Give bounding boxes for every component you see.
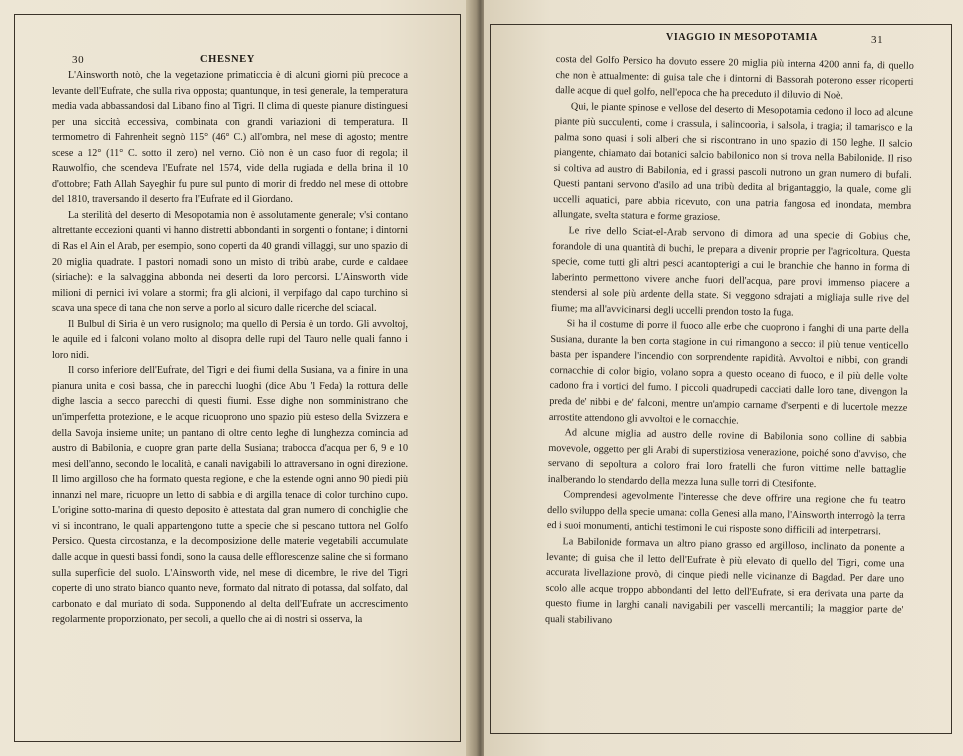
body-text [52, 68, 408, 628]
paragraph: Si ha il costume di porre il fuoco alle erbe che cuoprono i fanghi di una parte della Susiana, durante la ben corta stagione in cui rimangono a secco: il più tenue venticello basta per ispandere l'incendio con sorprendente rapidità. Avvoltoi e nibbi, con grandi cornacchie di color bigio, volano sopra a questo oceano di fuoco, e il più delle volte cadono fra i vortici del fumo. I piccoli quadrupedi cacciati dalle loro tane, divengon la preda de' nibbi e de' falconi, mentre un'ampio carname d'serpenti e di lucertole mezze arrostite attendono gli avvoltoi e le cornacchie. [548, 318, 909, 427]
right-page [484, 0, 963, 756]
paragraph: Comprendesi agevolmente l'interesse che deve offrire una regione che fu teatro dello sviluppo della specie umana: colla Genesi alla mano, l'Ainsworth interrogò la terra ed i suoi monumenti, antichi testimoni le cui risposte sono difficili ad interpetrarsi. [546, 489, 906, 538]
page-number: 30 [72, 54, 85, 66]
running-head: CHESNEY [200, 54, 255, 65]
paragraph: costa del Golfo Persico ha dovuto essere 20 miglia più interna 4200 anni fa, di quello che non è attualmente: di guisa tale che i dintorni di Bassorah poterono esser ricoperti dalle acque di quel golfo, nell'epoca che ha preceduto il diluvio di Noè. [555, 53, 914, 102]
page-number: 31 [871, 34, 884, 46]
paragraph: L'Ainsworth notò, che la vegetazione primaticcia è di alcuni giorni più precoce a levante dell'Eufrate, che sulla riva opposta; quantunque, in tesi generale, la temperatura media vada abbassandosi dal Libano fino al Tigri. Il clima di queste pianure distinguesi per una siccità eccessiva, combinata con grandi variazioni di temperatura. Il termometro di Fahrenheit segnò 115° (46° C.) all'ombra, nel mese di agosto; mentre scese a 12° (11° C. sotto il zero) nel verno. Ciò non è un caso fuor di regola; il Rauwolfio, che scendeva l'Eufrate nel 1574, vide della rugiada e della brina il 10 d'ottobre; Fath Allah Sayeghir fu pure sul punto di morir di freddo nel mese di ottobre del 1810, traversando il deserto fra l'Eufrate ed il Giordano. [52, 70, 408, 206]
left-page [0, 0, 474, 756]
running-head: VIAGGIO IN MESOPOTAMIA [666, 32, 818, 43]
paragraph: La sterilità del deserto di Mesopotamia non è assolutamente generale; v'si contano altrettante eccezioni quanti vi hanno distretti abbondanti in sorgenti o fontane; i dintorni di Ras el Ain el Arab, per esempio, sono coperti da 40 grandi villaggi, sur uno spazio di 20 miglia quadrate. I pastori nomadi sono un misto di tribù arabe, curde e caldaee (siriache): e la salvaggina abbonda nei deserti da loro percorsi. L'Ainsworth vide milioni di pernici ivi volare a stormi; fra gli alcioni, il verpifago dal capo turchino si scava una spece di tana che non serve a porlo al sicuro dalle ricerche del sciacal. [52, 209, 408, 315]
paragraph: Ad alcune miglia ad austro delle rovine di Babilonia sono colline di sabbia movevole, oggetto per gli Arabi di superstiziosa venerazione, poiché sono d'avviso, che servano di sepoltura a coloro frai loro fratelli che furon vittime nelle battaglie inalberando lo stendardo della mezza luna sulle torri di Ctesifonte. [547, 427, 907, 490]
paragraph: Il corso inferiore dell'Eufrate, del Tigri e dei fiumi della Susiana, va a finire in una pianura unita e così bassa, che in parecchi luoghi (dice Abu 'l Feda) la rottura delle dighe lascia a secco parecchi di questi fiumi. Esse dighe non somministrano che un'imperfetta protezione, e le acque ricuoprono uno spazio più esteso della Svizzera e della Savoja insieme unite; un pantano di oltre cento leghe di lunghezza comincia ad austro di Babilonia, e cuopre gran parte della Susiana; trabocca d'acqua per 6, 9 e 10 mesi dell'anno, secondo le località, e canali navigabili lo attraversano in ogni direzione. Il limo argilloso che ha formato questa regione, e che la estende ogni anno 90 piedi più innanzi nel mare, ricuopre un letto di sabbia e di argilla tenace di color turchino cupo. L'origine sotto-marina di questo deposito è attestata dal gran numero di conchiglie che vi si incontrano, le quali appartengono tutte a specie che si pescano tuttora nel Golfo Persico. Questa circostanza, e la decomposizione delle materie vegetabili accumulate dalle acque in questi bassi fondi, sono la causa delle efflorescenze saline che si formano sulla superficie del suolo. L'Ainsworth vide, nel mese di dicembre, le rive del Tigri coperte di uno strato bianco quanto neve, formato dal nitrato di potassa, dal solfato, dal carbonato e dal muriato di soda. Supponendo al delta dell'Eufrate un accrescimento regolarmente proporzionato, per secoli, a quello che ai dì nostri si osserva, la [52, 365, 408, 626]
body-text [545, 52, 914, 634]
paragraph: Qui, le piante spinose e vellose del deserto di Mesopotamia cedono il loco ad alcune piante più succulenti, come i crassula, i salincoorìa, i salsola, i tragia; il tamarisco e la palma sono quasi i soli alberi che si riscontrano in uno spazio di 150 leghe. Il salcio piangente, chiamato dai botanici salcio babilonico non si trova nella Babilonide. Il riso si coltiva ad austro di Babilonia, ed i grassi pascoli nutrono un gran numero di bufali. Questi pantani servono d'asilo ad una tribù dedita al brigantaggio, la quale, come gli uccelli aquatici, pare abbia ricevuto, con una patria fangosa ed inondata, membra allungate, svelta statura e forme graziose. [552, 100, 914, 224]
paragraph: Le rive dello Sciat-el-Arab servono di dimora ad una specie di Gobius che, forandole di una quantità di buchi, le prepara a divenir proprie per l'agricoltura. Questa specie, come tutti gli altri pesci acantopterigi a cui le branchie che hanno in forma di laberinto permettono vivere anche fuori dell'acqua, pare provi immenso piacere a stendersi al sole più ardente della state. Si veggono sdrajati a migliaja sulle rive del fiume; ma all'avvicinarsi degli uccelli prendon tosto la fuga. [550, 225, 911, 319]
paragraph: La Babilonide formava un altro piano grasso ed argilloso, inclinato da ponente a levante; di guisa che il letto dell'Eufrate è più elevato di quello del Tigri, come una accurata livellazione provò, di cinque piedi nelle vicinanze di Bagdad. Per dare uno scolo alle acque troppo abbondanti del letto dell'Eufrate, si era derivata una parte da questo fiume in larghi canali navigabili per vascelli mercantili; la maggior parte de' quali stabilivano [545, 536, 905, 626]
paragraph: Il Bulbul di Siria è un vero rusignolo; ma quello di Persia è un tordo. Gli avvoltoj, le aquile ed i falconi volano molto al disopra delle rupi del Tauro nelle quali fanno i loro nidi. [52, 318, 408, 361]
